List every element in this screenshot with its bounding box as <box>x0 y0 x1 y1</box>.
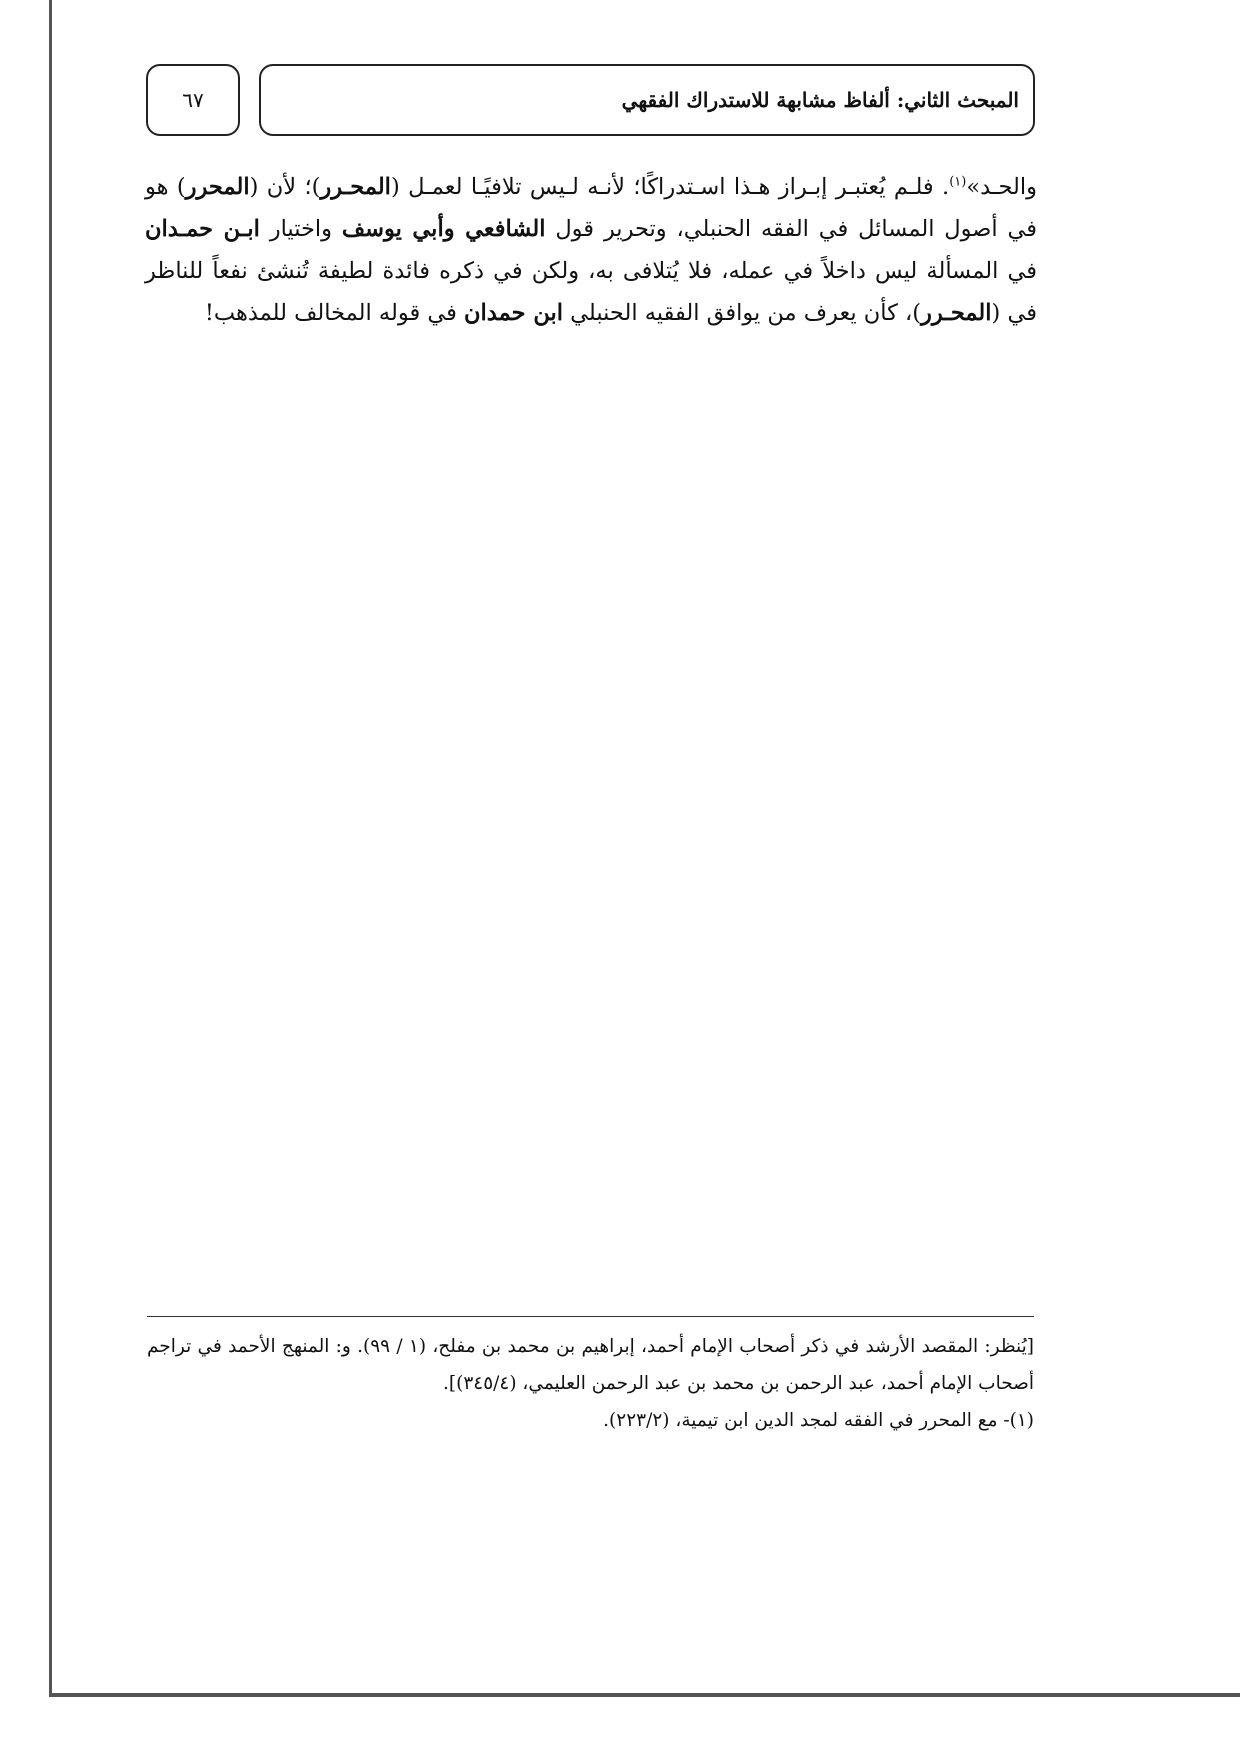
page-number-box <box>146 64 240 136</box>
footnote-1 <box>147 1402 1034 1439</box>
footnote-bracket-note: [يُنظر: المقصد الأرشد في ذكر أصحاب الإمام أحمد، إبراهيم بن محمد بن مفلح، (١ / ٩٩). و: المنهج الأحمد في تراجم أصحاب الإمام أحمد، عبد الرحمن بن محمد بن عبد الرحمن العليمي، (٣٤٥/٤)]. <box>147 1336 1035 1394</box>
text-run: )؛ لأن ( <box>249 174 321 200</box>
book-name-muharrar: المحرر <box>185 174 250 200</box>
text-run: في المسألة ليس داخلاً في عمله، فلا يُتلافى به، ولكن في ذكره فائدة لطيفة تُنشئ نفعاً للناظر في ( <box>145 258 1037 326</box>
text-run: واختيار <box>259 216 342 242</box>
text-run: في قوله المخالف للمذهب! <box>204 300 465 326</box>
footnote-1-text: مع المحرر في الفقه لمجد الدين ابن تيمية، (٢٢٣/٢). <box>603 1410 1004 1431</box>
text-run: . فلـم يُعتبـر إبـراز هـذا اسـتدراكًا؛ لأنـه لـيس تلافيًـا لعمـل ( <box>390 174 950 200</box>
footnote-separator <box>147 1316 1034 1317</box>
text-run: والحـد» <box>966 174 1037 200</box>
footnote-reference-1[interactable]: (١) <box>949 174 967 190</box>
page-frame-bottom-border <box>49 1693 1240 1697</box>
scholar-name-ibn-hamdan: ابـن حمـدان <box>145 216 260 242</box>
text-run: ) هو في أصول المسائل في الفقه الحنبلي، وتحرير قول <box>145 174 1037 242</box>
running-title: المبحث الثاني: ألفاظ مشابهة للاستدراك الفقهي <box>621 88 1019 112</box>
main-body-text <box>145 166 1037 334</box>
body-paragraph <box>145 166 1037 334</box>
page-frame-left-border <box>49 0 52 1695</box>
footnotes-section <box>147 1328 1034 1439</box>
scholar-names-shafii-abu-yusuf: الشافعي وأبي يوسف <box>341 216 546 242</box>
book-name-muharrar: المحـرر <box>320 174 391 200</box>
footnote-1-marker: (١)- <box>1003 1410 1034 1431</box>
page-number: ٦٧ <box>182 88 204 112</box>
text-run: )، كأن يعرف من يوافق الفقيه الحنبلي <box>563 300 922 326</box>
book-name-muharrar: المحـرر <box>921 300 992 326</box>
scholar-name-ibn-hamdan: ابن حمدان <box>464 300 563 326</box>
running-header-box <box>259 64 1035 136</box>
